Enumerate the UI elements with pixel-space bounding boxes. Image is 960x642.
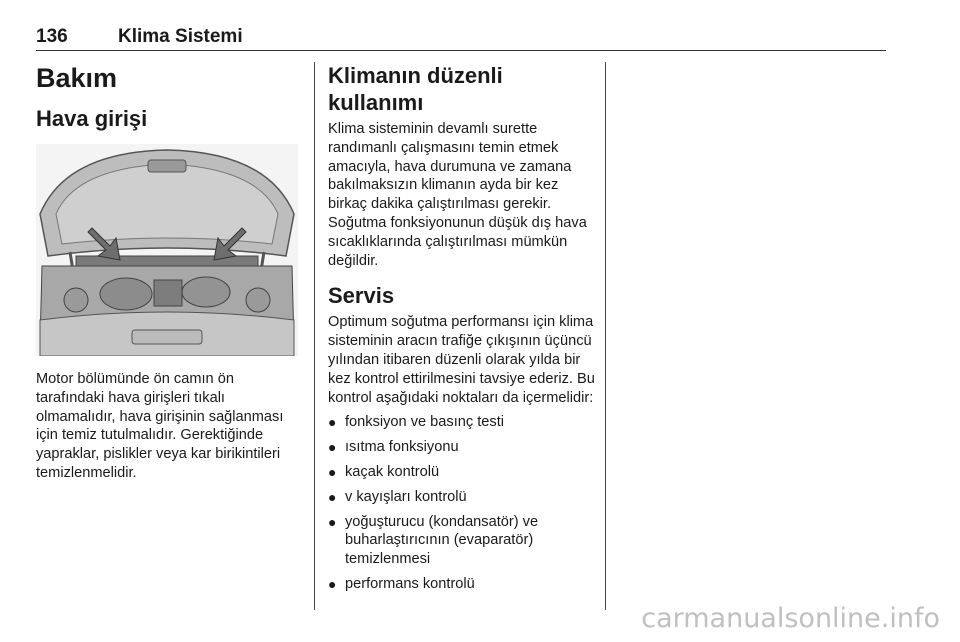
list-item: ● fonksiyon ve basınç testi (328, 414, 504, 431)
column-divider-2 (605, 62, 606, 610)
servis-title: Servis (328, 283, 395, 309)
servis-paragraph: Optimum soğutma performansı için klima sisteminin aracın trafiğe çıkışının üçüncü yılından itibaren düzenli olarak yılda bir kez kontrol ettirilmesini tavsiye ederiz. Bu kontrol aşağıdaki noktaları da içermelidir: (328, 314, 595, 406)
regular-use-paragraph: Klima sisteminin devamlı surette randımanlı çalışmasını temin etmek amacıyla, hava durumuna ve zamana bakılmaksızın klimanın ayda bir kez birkaç dakika çalıştırılması gerekir. Soğutma fonksiyonunun düşük dış hava sıcaklıklarında çalıştırılması mümkün değildir. (328, 121, 587, 269)
list-item: ● ısıtma fonksiyonu (328, 439, 459, 456)
subsection-title: Hava girişi (36, 106, 148, 131)
list-item: ● v kayışları kontrolü (328, 488, 467, 505)
chapter-title: Klima Sistemi (118, 26, 243, 47)
list-item: ● performans kontrolü (328, 575, 475, 592)
left-column (36, 62, 298, 483)
column-divider-1 (314, 62, 315, 610)
header-rule (36, 50, 886, 51)
air-inlet-paragraph: Motor bölümünde ön camın ön tarafındaki hava girişleri tıkalı olmamalıdır, hava girişinin sağlanması için temiz tutulmalıdır. Gerektiğinde yapraklar, pislikler veya kar birikintileri temizlenmelidir. (36, 371, 284, 481)
engine-bay-illustration (36, 144, 298, 356)
middle-column (328, 62, 596, 600)
list-item: ● kaçak kontrolü (328, 463, 440, 480)
watermark: carmanualsonline.info (641, 603, 940, 634)
list-item: ● yoğuşturucu (kondansatör) ve buharlaştırıcının (evaparatör) temizlenmesi (328, 513, 539, 568)
page-header (36, 26, 886, 50)
regular-use-title: Klimanın düzenli kullanımı (328, 63, 503, 115)
servis-checklist (328, 413, 596, 593)
section-title: Bakım (36, 63, 118, 93)
engine-bay-figure (36, 144, 298, 356)
page-number: 136 (36, 26, 68, 47)
